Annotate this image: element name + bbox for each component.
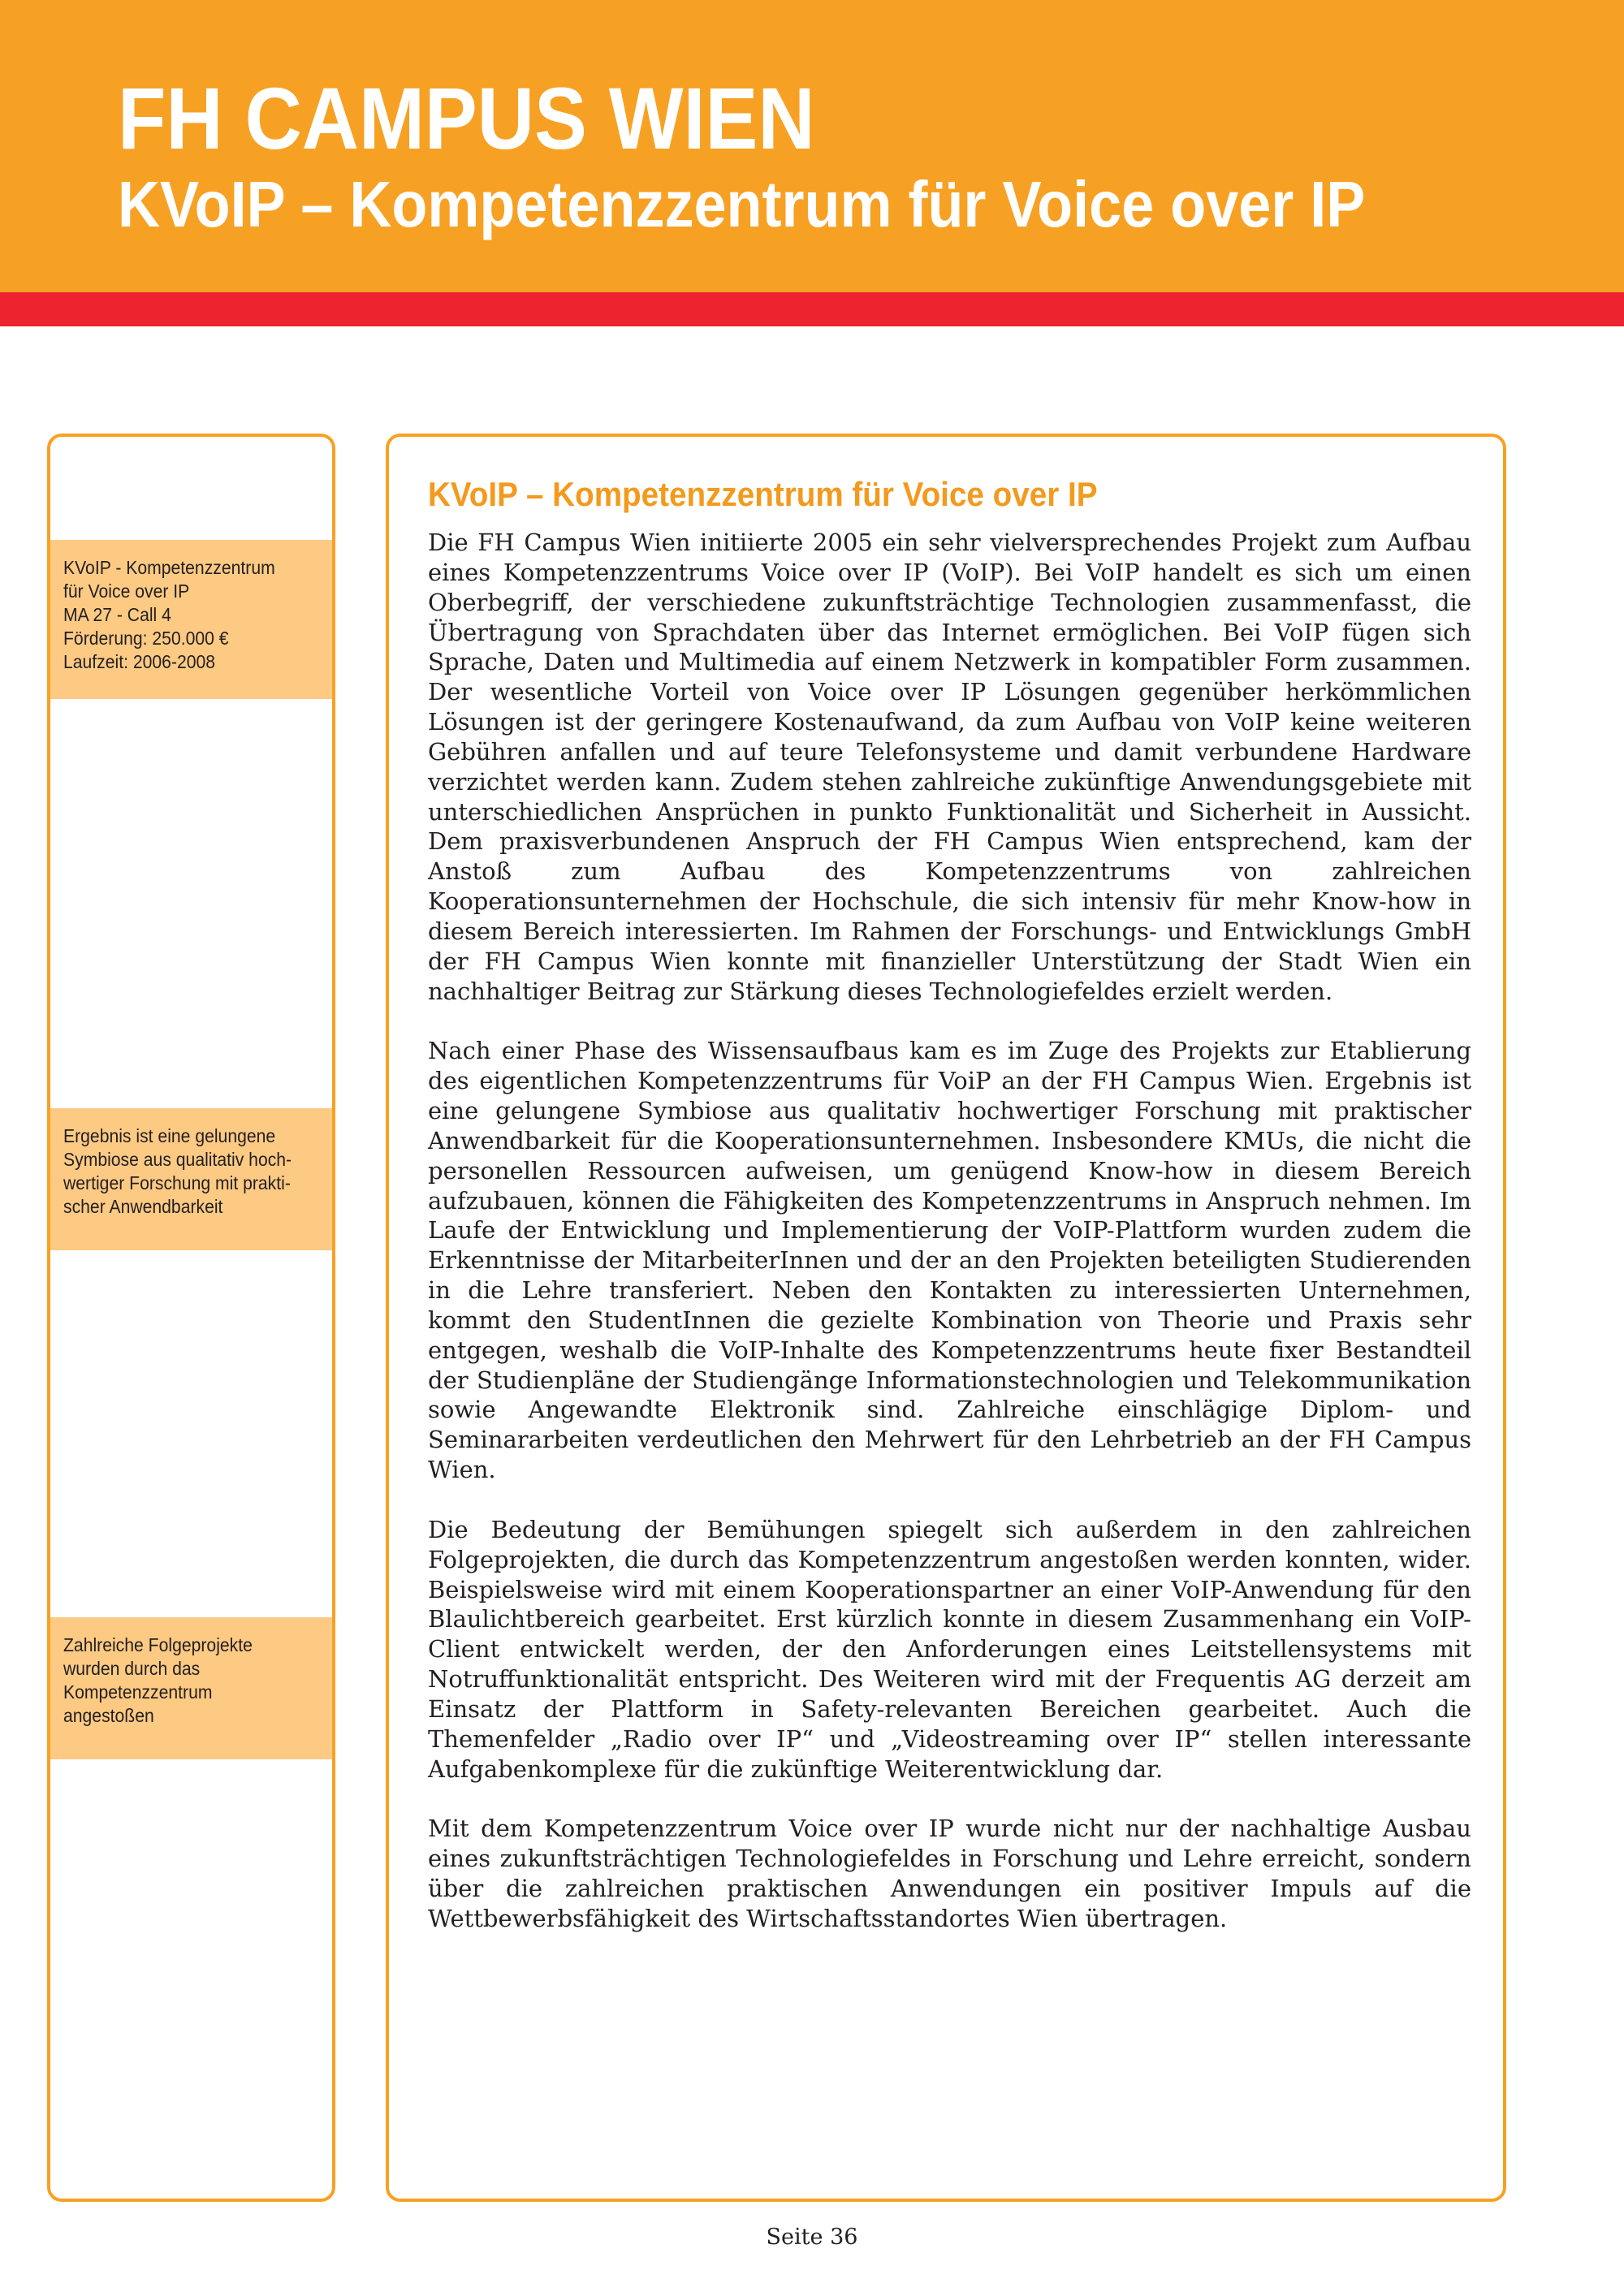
project-subtitle: KVoIP – Kompetenzzentrum für Voice over IP [118,168,1366,240]
pull-quote-followup [50,1617,332,1759]
article-body [428,528,1471,1934]
institution-title: FH CAMPUS WIEN [118,69,815,167]
info-line: KVoIP - Kompetenzzentrum [63,557,275,578]
quote-line: Ergebnis ist eine gelungene [63,1125,276,1146]
paragraph: Die FH Campus Wien initiierte 2005 ein sehr vielversprechendes Projekt zum Aufbau eines Kompetenzzentrums Voice over IP (VoIP). Bei VoIP handelt es sich um einen Oberbegriff, der verschiedene zukunftsträchtige Technologien zusammenfasst, die Übertragung von Sprachdaten über das Internet ermöglichen. Bei VoIP fügen sich Sprache, Daten und Multimedia auf einem Netzwerk in kompatibler Form zusammen. Der wesentliche Vorteil von Voice over IP Lösungen gegenüber herkömmlichen Lösungen ist der geringere Kostenaufwand, da zum Aufbau von VoIP keine weiteren Gebühren anfallen und auf teure Telefonsysteme und damit verbundene Hardware verzichtet werden kann. Zudem stehen zahlreiche zukünftige Anwendungsgebiete mit unterschiedlichen Ansprüchen in punkto Funktionalität und Sicherheit in Aussicht. Dem praxisverbundenen Anspruch der FH Campus Wien entsprechend, kam der Anstoß zum Aufbau des Kompetenzzentrums von zahlreichen Kooperationsunternehmen der Hochschule, die sich intensiv für mehr Know-how in diesem Bereich interessierten. Im Rahmen der Forschungs- und Entwicklungs GmbH der FH Campus Wien konnte mit finanzieller Unterstützung der Stadt Wien ein nachhaltiger Beitrag zur Stärkung dieses Technologiefeldes erzielt werden. [428,529,1471,1005]
quote-line: Kompetenzzentrum [63,1681,213,1703]
info-line: MA 27 - Call 4 [63,604,171,625]
header-stripe [0,292,1624,326]
quote-line: angestoßen [63,1705,154,1726]
quote-line: wertiger Forschung mit prakti- [63,1172,291,1193]
paragraph: Nach einer Phase des Wissensaufbaus kam es im Zuge des Projekts zur Etablierung des eigentlichen Kompetenzzentrums für VoiP an der FH Campus Wien. Ergebnis ist eine gelungene Symbiose aus qualitativ hochwertiger Forschung mit praktischer Anwendbarkeit für die Kooperationsunternehmen. Insbesondere KMUs, die nicht die personellen Ressourcen aufweisen, um genügend Know-how in diesem Bereich aufzubauen, können die Fähigkeiten des Kompetenzzentrums in Anspruch nehmen. Im Laufe der Entwicklung und Implementierung der VoIP-Plattform wurden zudem die Erkenntnisse der MitarbeiterInnen und der an den Projekten beteiligten Studierenden in die Lehre transferiert. Neben den Kontakten zu interessierten Unternehmen, kommt den StudentInnen die gezielte Kombination von Theorie und Praxis sehr entgegen, weshalb die VoIP-Inhalte des Kompetenzzentrums heute fixer Bestandteil der Studienpläne der Studiengänge Informationstechnologien und Telekommunikation sowie Angewandte Elektronik sind. Zahlreiche einschlägige Diplom- und Seminararbeiten verdeutlichen den Mehrwert für den Lehrbetrieb an der FH Campus Wien. [428,1037,1471,1484]
quote-line: Symbiose aus qualitativ hoch- [63,1149,292,1170]
sidebar [47,434,335,2202]
page-header [0,0,1624,292]
quote-line: wurden durch das [63,1658,201,1679]
info-line: Laufzeit: 2006-2008 [63,651,216,672]
paragraph: Mit dem Kompetenzzentrum Voice over IP wurde nicht nur der nachhaltige Ausbau eines zukunftsträchtigen Technologiefeldes in Forschung und Lehre erreicht, sondern über die zahlreichen praktischen Anwendungen ein positiver Impuls auf die Wettbewerbsfähigkeit des Wirtschaftsstandortes Wien übertragen. [428,1815,1471,1932]
quote-line: scher Anwendbarkeit [63,1196,223,1217]
project-info-box [50,540,332,699]
article-heading: KVoIP – Kompetenzzentrum für Voice over IP [428,475,1098,513]
paragraph: Die Bedeutung der Bemühungen spiegelt sich außerdem in den zahlreichen Folgeprojekten, die durch das Kompetenzzentrum angestoßen werden konnten, wider. Beispielsweise wird mit einem Kooperationspartner an einer VoIP-Anwendung für den Blaulichtbereich gearbeitet. Erst kürzlich konnte in diesem Zusammenhang ein VoIP-Client entwickelt werden, der den Anforderungen eines Leitstellensystems mit Notruffunktionalität entspricht. Des Weiteren wird mit der Frequentis AG derzeit am Einsatz der Plattform in Safety-relevanten Bereichen gearbeitet. Auch die Themenfelder „Radio over IP“ und „Videostreaming over IP“ stellen interessante Aufgabenkomplexe für die zukünftige Weiterentwicklung dar. [428,1515,1471,1783]
quote-line: Zahlreiche Folgeprojekte [63,1634,253,1655]
info-line: für Voice over IP [63,580,190,602]
article-panel [386,434,1506,2202]
info-line: Förderung: 250.000 € [63,628,229,649]
pull-quote-result [50,1108,332,1250]
page-number: Seite 36 [766,2225,858,2250]
